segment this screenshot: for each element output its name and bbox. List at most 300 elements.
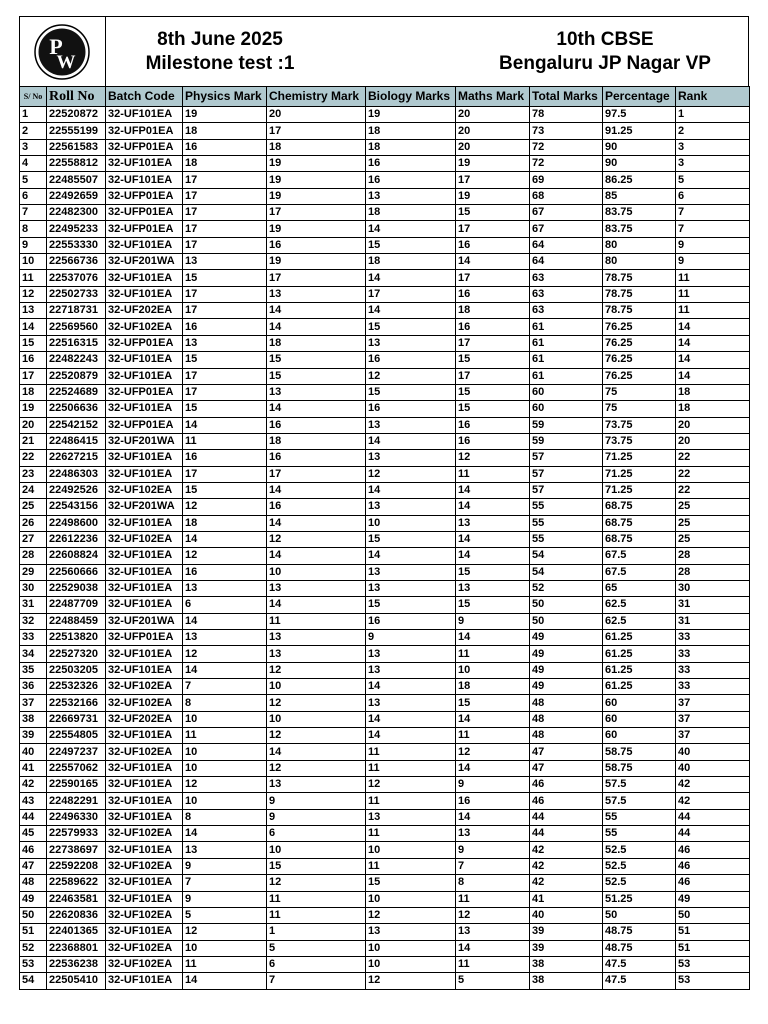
cell-chemistry: 18 — [267, 139, 366, 155]
cell-percentage: 61.25 — [603, 646, 676, 662]
table-body — [20, 107, 750, 990]
cell-total: 50 — [530, 597, 603, 613]
cell-maths: 18 — [456, 679, 530, 695]
cell-physics: 17 — [183, 384, 267, 400]
cell-biology: 12 — [366, 907, 456, 923]
cell-batch-code: 32-UFP01EA — [106, 335, 183, 351]
cell-physics: 12 — [183, 924, 267, 940]
cell-physics: 15 — [183, 352, 267, 368]
cell-roll-no: 22592208 — [47, 858, 106, 874]
cell-maths: 17 — [456, 335, 530, 351]
cell-rank: 53 — [676, 973, 750, 989]
cell-percentage: 75 — [603, 384, 676, 400]
cell-rank: 44 — [676, 826, 750, 842]
cell-roll-no: 22536238 — [47, 956, 106, 972]
table-row — [20, 172, 750, 188]
cell-sno: 18 — [20, 384, 47, 400]
cell-batch-code: 32-UF101EA — [106, 352, 183, 368]
cell-roll-no: 22558812 — [47, 156, 106, 172]
cell-chemistry: 5 — [267, 940, 366, 956]
cell-batch-code: 32-UF102EA — [106, 319, 183, 335]
cell-chemistry: 14 — [267, 548, 366, 564]
cell-percentage: 75 — [603, 401, 676, 417]
cell-chemistry: 14 — [267, 597, 366, 613]
cell-chemistry: 14 — [267, 401, 366, 417]
cell-chemistry: 11 — [267, 613, 366, 629]
cell-biology: 13 — [366, 188, 456, 204]
cell-maths: 9 — [456, 777, 530, 793]
class-name: 10th CBSE — [556, 29, 654, 50]
cell-roll-no: 22532326 — [47, 679, 106, 695]
cell-percentage: 57.5 — [603, 777, 676, 793]
cell-total: 60 — [530, 384, 603, 400]
cell-biology: 14 — [366, 711, 456, 727]
cell-biology: 13 — [366, 335, 456, 351]
cell-batch-code: 32-UF101EA — [106, 809, 183, 825]
cell-physics: 14 — [183, 417, 267, 433]
cell-rank: 11 — [676, 270, 750, 286]
cell-percentage: 60 — [603, 728, 676, 744]
cell-physics: 17 — [183, 466, 267, 482]
cell-chemistry: 6 — [267, 826, 366, 842]
cell-batch-code: 32-UF101EA — [106, 564, 183, 580]
cell-physics: 13 — [183, 580, 267, 596]
cell-sno: 10 — [20, 254, 47, 270]
cell-chemistry: 13 — [267, 580, 366, 596]
cell-rank: 51 — [676, 940, 750, 956]
cell-roll-no: 22482300 — [47, 205, 106, 221]
cell-maths: 20 — [456, 139, 530, 155]
table-row — [20, 728, 750, 744]
cell-roll-no: 22482243 — [47, 352, 106, 368]
sheet-header — [19, 16, 749, 86]
cell-physics: 8 — [183, 809, 267, 825]
table-row — [20, 842, 750, 858]
cell-total: 39 — [530, 940, 603, 956]
cell-batch-code: 32-UF101EA — [106, 597, 183, 613]
cell-chemistry: 11 — [267, 891, 366, 907]
cell-maths: 12 — [456, 450, 530, 466]
cell-biology: 14 — [366, 270, 456, 286]
cell-percentage: 91.25 — [603, 123, 676, 139]
cell-physics: 15 — [183, 270, 267, 286]
cell-batch-code: 32-UF102EA — [106, 531, 183, 547]
cell-chemistry: 18 — [267, 335, 366, 351]
cell-rank: 7 — [676, 205, 750, 221]
cell-chemistry: 12 — [267, 760, 366, 776]
cell-roll-no: 22579933 — [47, 826, 106, 842]
cell-roll-no: 22612236 — [47, 531, 106, 547]
column-header-rank: Rank — [676, 87, 750, 107]
cell-total: 42 — [530, 875, 603, 891]
svg-text:P: P — [49, 34, 63, 59]
cell-sno: 30 — [20, 580, 47, 596]
cell-maths: 16 — [456, 286, 530, 302]
cell-physics: 17 — [183, 205, 267, 221]
cell-roll-no: 22486303 — [47, 466, 106, 482]
cell-biology: 11 — [366, 760, 456, 776]
cell-maths: 12 — [456, 907, 530, 923]
cell-sno: 23 — [20, 466, 47, 482]
cell-percentage: 62.5 — [603, 597, 676, 613]
cell-rank: 5 — [676, 172, 750, 188]
cell-roll-no: 22498600 — [47, 515, 106, 531]
cell-roll-no: 22532166 — [47, 695, 106, 711]
cell-rank: 37 — [676, 695, 750, 711]
cell-percentage: 55 — [603, 809, 676, 825]
cell-batch-code: 32-UF101EA — [106, 237, 183, 253]
cell-rank: 37 — [676, 728, 750, 744]
cell-maths: 15 — [456, 384, 530, 400]
cell-chemistry: 15 — [267, 352, 366, 368]
cell-roll-no: 22553330 — [47, 237, 106, 253]
cell-roll-no: 22542152 — [47, 417, 106, 433]
cell-sno: 1 — [20, 107, 47, 123]
cell-biology: 16 — [366, 156, 456, 172]
table-row — [20, 352, 750, 368]
cell-rank: 6 — [676, 188, 750, 204]
cell-roll-no: 22524689 — [47, 384, 106, 400]
cell-total: 61 — [530, 352, 603, 368]
logo-cell — [20, 17, 106, 86]
svg-text:W: W — [56, 52, 76, 73]
cell-batch-code: 32-UFP01EA — [106, 630, 183, 646]
cell-rank: 33 — [676, 679, 750, 695]
cell-total: 55 — [530, 515, 603, 531]
cell-total: 61 — [530, 335, 603, 351]
table-row — [20, 597, 750, 613]
cell-rank: 42 — [676, 777, 750, 793]
cell-sno: 51 — [20, 924, 47, 940]
cell-batch-code: 32-UF101EA — [106, 580, 183, 596]
cell-physics: 14 — [183, 531, 267, 547]
cell-batch-code: 32-UF201WA — [106, 613, 183, 629]
cell-biology: 13 — [366, 924, 456, 940]
cell-maths: 19 — [456, 156, 530, 172]
cell-rank: 44 — [676, 809, 750, 825]
cell-sno: 48 — [20, 875, 47, 891]
cell-physics: 15 — [183, 401, 267, 417]
cell-batch-code: 32-UFP01EA — [106, 188, 183, 204]
table-row — [20, 107, 750, 123]
cell-sno: 50 — [20, 907, 47, 923]
class-info — [482, 28, 728, 76]
cell-rank: 25 — [676, 515, 750, 531]
cell-batch-code: 32-UF101EA — [106, 548, 183, 564]
cell-rank: 51 — [676, 924, 750, 940]
cell-percentage: 57.5 — [603, 793, 676, 809]
table-row — [20, 564, 750, 580]
exam-info — [132, 28, 308, 76]
table-header-row — [20, 87, 750, 107]
cell-rank: 14 — [676, 319, 750, 335]
cell-sno: 53 — [20, 956, 47, 972]
table-row — [20, 809, 750, 825]
cell-biology: 16 — [366, 172, 456, 188]
cell-biology: 18 — [366, 205, 456, 221]
cell-biology: 11 — [366, 826, 456, 842]
cell-maths: 16 — [456, 237, 530, 253]
cell-physics: 18 — [183, 123, 267, 139]
cell-biology: 13 — [366, 580, 456, 596]
cell-percentage: 78.75 — [603, 286, 676, 302]
cell-chemistry: 10 — [267, 679, 366, 695]
cell-physics: 14 — [183, 973, 267, 989]
column-header-biology: Biology Marks — [366, 87, 456, 107]
cell-sno: 31 — [20, 597, 47, 613]
cell-batch-code: 32-UF201WA — [106, 254, 183, 270]
cell-maths: 17 — [456, 221, 530, 237]
cell-chemistry: 14 — [267, 303, 366, 319]
cell-physics: 14 — [183, 662, 267, 678]
cell-maths: 11 — [456, 728, 530, 744]
cell-physics: 17 — [183, 368, 267, 384]
cell-sno: 37 — [20, 695, 47, 711]
cell-biology: 18 — [366, 254, 456, 270]
cell-batch-code: 32-UF202EA — [106, 303, 183, 319]
cell-batch-code: 32-UF101EA — [106, 728, 183, 744]
table-row — [20, 826, 750, 842]
cell-biology: 10 — [366, 842, 456, 858]
cell-physics: 16 — [183, 139, 267, 155]
cell-physics: 6 — [183, 597, 267, 613]
cell-sno: 47 — [20, 858, 47, 874]
cell-biology: 12 — [366, 368, 456, 384]
cell-total: 57 — [530, 450, 603, 466]
cell-batch-code: 32-UF101EA — [106, 270, 183, 286]
cell-percentage: 76.25 — [603, 335, 676, 351]
cell-roll-no: 22590165 — [47, 777, 106, 793]
cell-biology: 11 — [366, 744, 456, 760]
cell-biology: 15 — [366, 384, 456, 400]
table-row — [20, 646, 750, 662]
cell-total: 44 — [530, 809, 603, 825]
cell-rank: 46 — [676, 858, 750, 874]
cell-sno: 6 — [20, 188, 47, 204]
cell-sno: 39 — [20, 728, 47, 744]
cell-physics: 13 — [183, 842, 267, 858]
cell-percentage: 62.5 — [603, 613, 676, 629]
cell-maths: 16 — [456, 417, 530, 433]
cell-biology: 11 — [366, 793, 456, 809]
cell-biology: 16 — [366, 401, 456, 417]
cell-roll-no: 22527320 — [47, 646, 106, 662]
cell-sno: 40 — [20, 744, 47, 760]
cell-sno: 2 — [20, 123, 47, 139]
cell-total: 48 — [530, 711, 603, 727]
column-header-roll-no: Roll No — [47, 87, 106, 107]
table-row — [20, 630, 750, 646]
cell-maths: 13 — [456, 924, 530, 940]
column-header-total: Total Marks — [530, 87, 603, 107]
table-row — [20, 711, 750, 727]
cell-biology: 15 — [366, 597, 456, 613]
cell-roll-no: 22620836 — [47, 907, 106, 923]
cell-sno: 41 — [20, 760, 47, 776]
cell-physics: 9 — [183, 858, 267, 874]
cell-total: 63 — [530, 286, 603, 302]
cell-maths: 11 — [456, 466, 530, 482]
table-row — [20, 303, 750, 319]
cell-roll-no: 22555199 — [47, 123, 106, 139]
table-row — [20, 956, 750, 972]
table-row — [20, 237, 750, 253]
cell-rank: 25 — [676, 499, 750, 515]
cell-roll-no: 22738697 — [47, 842, 106, 858]
cell-rank: 11 — [676, 303, 750, 319]
cell-roll-no: 22497237 — [47, 744, 106, 760]
cell-maths: 14 — [456, 531, 530, 547]
cell-total: 52 — [530, 580, 603, 596]
cell-total: 63 — [530, 270, 603, 286]
cell-maths: 16 — [456, 433, 530, 449]
cell-total: 50 — [530, 613, 603, 629]
cell-total: 54 — [530, 548, 603, 564]
cell-percentage: 61.25 — [603, 630, 676, 646]
cell-chemistry: 19 — [267, 221, 366, 237]
cell-biology: 17 — [366, 286, 456, 302]
cell-total: 78 — [530, 107, 603, 123]
cell-biology: 13 — [366, 695, 456, 711]
cell-percentage: 68.75 — [603, 531, 676, 547]
cell-sno: 32 — [20, 613, 47, 629]
cell-biology: 14 — [366, 482, 456, 498]
cell-biology: 13 — [366, 417, 456, 433]
cell-batch-code: 32-UF101EA — [106, 973, 183, 989]
cell-percentage: 68.75 — [603, 515, 676, 531]
cell-maths: 11 — [456, 646, 530, 662]
cell-roll-no: 22516315 — [47, 335, 106, 351]
cell-total: 44 — [530, 826, 603, 842]
cell-physics: 11 — [183, 728, 267, 744]
table-row — [20, 254, 750, 270]
cell-total: 41 — [530, 891, 603, 907]
cell-chemistry: 16 — [267, 450, 366, 466]
table-row — [20, 156, 750, 172]
cell-rank: 49 — [676, 891, 750, 907]
cell-chemistry: 7 — [267, 973, 366, 989]
cell-total: 72 — [530, 156, 603, 172]
cell-percentage: 65 — [603, 580, 676, 596]
cell-sno: 20 — [20, 417, 47, 433]
cell-batch-code: 32-UF101EA — [106, 924, 183, 940]
cell-batch-code: 32-UF102EA — [106, 858, 183, 874]
cell-percentage: 52.5 — [603, 842, 676, 858]
cell-total: 49 — [530, 679, 603, 695]
cell-physics: 17 — [183, 172, 267, 188]
cell-total: 38 — [530, 956, 603, 972]
cell-chemistry: 12 — [267, 531, 366, 547]
cell-percentage: 55 — [603, 826, 676, 842]
cell-chemistry: 13 — [267, 384, 366, 400]
table-row — [20, 221, 750, 237]
cell-chemistry: 14 — [267, 744, 366, 760]
cell-roll-no: 22482291 — [47, 793, 106, 809]
cell-chemistry: 10 — [267, 842, 366, 858]
cell-chemistry: 17 — [267, 205, 366, 221]
cell-biology: 12 — [366, 777, 456, 793]
cell-physics: 10 — [183, 760, 267, 776]
cell-percentage: 58.75 — [603, 744, 676, 760]
cell-physics: 13 — [183, 630, 267, 646]
table-row — [20, 580, 750, 596]
cell-rank: 40 — [676, 760, 750, 776]
cell-maths: 15 — [456, 564, 530, 580]
table-row — [20, 270, 750, 286]
cell-total: 64 — [530, 254, 603, 270]
cell-maths: 14 — [456, 482, 530, 498]
cell-maths: 15 — [456, 597, 530, 613]
table-row — [20, 466, 750, 482]
cell-rank: 28 — [676, 548, 750, 564]
table-row — [20, 662, 750, 678]
column-header-chemistry: Chemistry Mark — [267, 87, 366, 107]
cell-batch-code: 32-UF101EA — [106, 760, 183, 776]
cell-total: 42 — [530, 858, 603, 874]
cell-physics: 7 — [183, 679, 267, 695]
cell-biology: 11 — [366, 858, 456, 874]
cell-rank: 50 — [676, 907, 750, 923]
cell-biology: 15 — [366, 531, 456, 547]
cell-physics: 19 — [183, 107, 267, 123]
cell-physics: 16 — [183, 450, 267, 466]
cell-total: 63 — [530, 303, 603, 319]
cell-batch-code: 32-UF101EA — [106, 450, 183, 466]
cell-percentage: 47.5 — [603, 956, 676, 972]
cell-chemistry: 11 — [267, 907, 366, 923]
cell-percentage: 97.5 — [603, 107, 676, 123]
cell-roll-no: 22505410 — [47, 973, 106, 989]
table-row — [20, 417, 750, 433]
cell-percentage: 67.5 — [603, 564, 676, 580]
cell-physics: 16 — [183, 564, 267, 580]
cell-batch-code: 32-UF102EA — [106, 482, 183, 498]
cell-chemistry: 13 — [267, 630, 366, 646]
cell-roll-no: 22506636 — [47, 401, 106, 417]
cell-chemistry: 9 — [267, 793, 366, 809]
cell-total: 64 — [530, 237, 603, 253]
cell-biology: 15 — [366, 875, 456, 891]
cell-chemistry: 12 — [267, 728, 366, 744]
cell-total: 60 — [530, 401, 603, 417]
cell-maths: 18 — [456, 303, 530, 319]
table-row — [20, 548, 750, 564]
cell-sno: 42 — [20, 777, 47, 793]
cell-sno: 24 — [20, 482, 47, 498]
cell-percentage: 78.75 — [603, 303, 676, 319]
cell-roll-no: 22627215 — [47, 450, 106, 466]
table-row — [20, 123, 750, 139]
cell-percentage: 71.25 — [603, 482, 676, 498]
cell-percentage: 83.75 — [603, 221, 676, 237]
cell-total: 67 — [530, 205, 603, 221]
cell-rank: 18 — [676, 401, 750, 417]
cell-maths: 13 — [456, 515, 530, 531]
cell-rank: 20 — [676, 417, 750, 433]
cell-rank: 40 — [676, 744, 750, 760]
cell-chemistry: 16 — [267, 417, 366, 433]
cell-biology: 13 — [366, 450, 456, 466]
cell-batch-code: 32-UFP01EA — [106, 139, 183, 155]
cell-maths: 14 — [456, 940, 530, 956]
table-row — [20, 335, 750, 351]
cell-total: 67 — [530, 221, 603, 237]
cell-total: 39 — [530, 924, 603, 940]
pw-logo-icon — [34, 24, 90, 80]
cell-roll-no: 22566736 — [47, 254, 106, 270]
cell-percentage: 61.25 — [603, 679, 676, 695]
cell-rank: 33 — [676, 630, 750, 646]
